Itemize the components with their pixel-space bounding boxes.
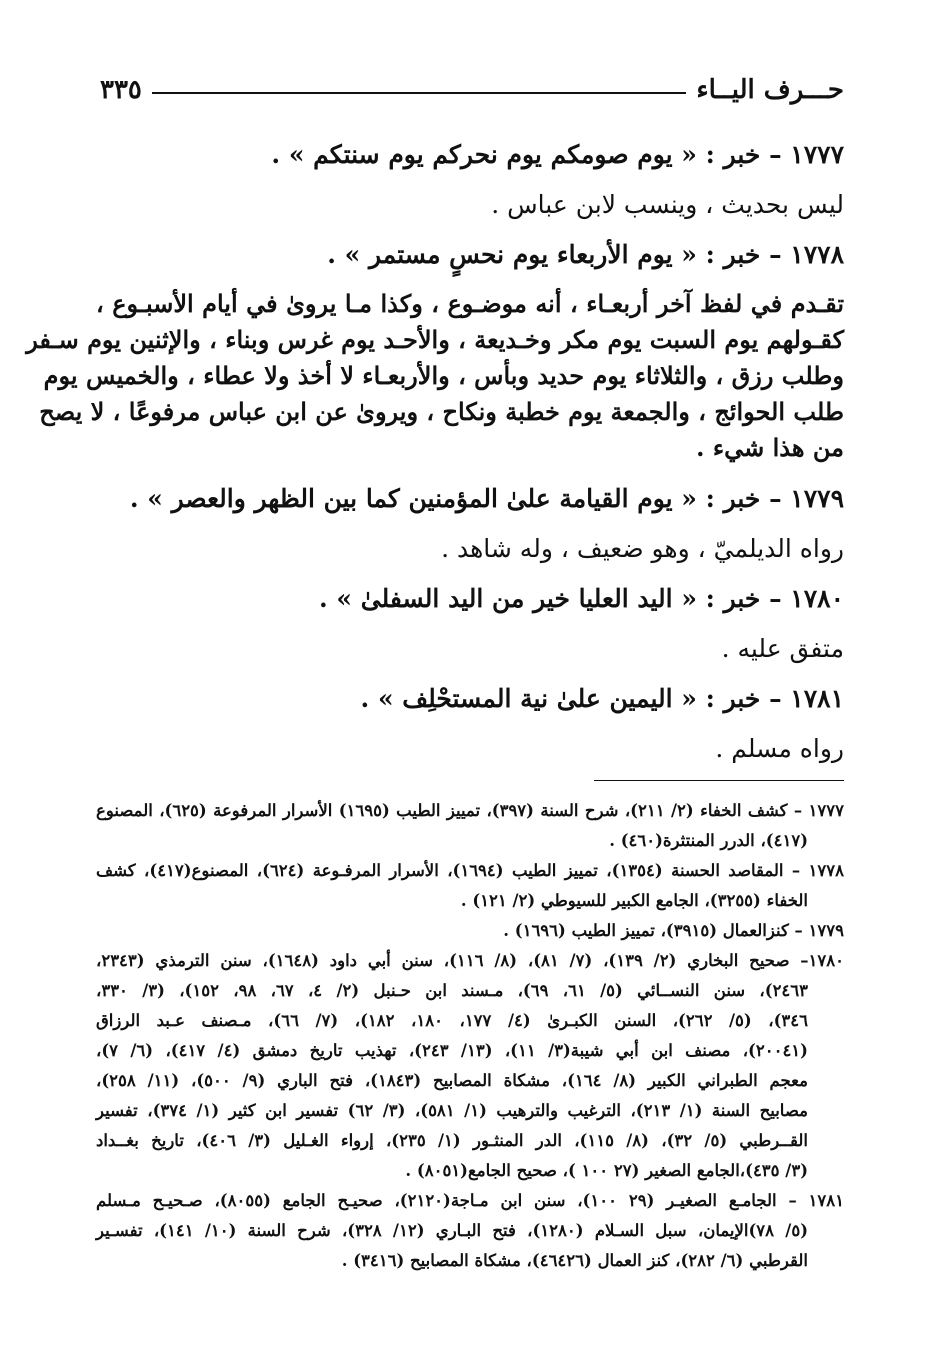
running-header: [100, 70, 844, 110]
footnote-line: الخفاء (٣٢٥٥)، الجامع الكبير للسيوطي (٢/ ١٢١) .: [460, 891, 808, 910]
footnote-1779: [96, 916, 844, 946]
entry-1780: [96, 574, 844, 674]
footnote-line: ١٧٨٠– صحيح البخاري (٢/ ١٣٩)، (٧/ ٨١)، (٨/ ١١٦)، سنن أبي داود (١٦٤٨)، سنن الترمذي (٢٣٤٣،: [96, 951, 844, 970]
footnote-line: (٥/ ٧٨)الإيمان، سبل السـلام (١٢٨٠)، فتح البـاري (١٢/ ٣٢٨)، شرح السنة (١٠/ ١٤١)، تفسـير: [96, 1221, 808, 1240]
entry-heading: ١٧٧٧ – خبر : « يوم صومكم يوم نحركم يوم سنتكم » .: [271, 140, 844, 169]
footnote-1780: [96, 946, 844, 1186]
entry-1781: [96, 674, 844, 774]
paragraph-line: وطلب رزق ، والثلاثاء يوم حديد وبأس ، والأربعـاء لا أخذ ولا عطاء ، والخميس يوم: [43, 361, 844, 390]
footnote-line: (٢٠٠٤١)، مصنف ابن أبي شيبة(٣/ ١١)، (١٣/ ٢٤٣)، تهذيب تاريخ دمشق (٤/ ٤١٧)، (٦/ ٧)،: [96, 1041, 808, 1060]
footnote-line: ٣٤٦)، (٥/ ٢٦٢)، السنن الكبـرىٰ (٤/ ١٧٧، ١٨٠، ١٨٢)، (٧/ ٦٦)، مـصنف عـبد الرزاق: [96, 1011, 808, 1030]
footnote-line: ١٧٧٩ – كنزالعمال (٣٩١٥)، تمييز الطيب (١٦٩٦) .: [503, 921, 844, 940]
footnote-line: ١٧٨١ – الجامـع الصغيـر (٢٩ ١٠٠)، سنن ابن مـاجة(٢١٢٠)، صحيـح الجامع (٨٠٥٥)، صـحيـح مـسلم: [96, 1191, 844, 1210]
entry-1779: [96, 474, 844, 574]
footnote-line: القــرطبي (٥/ ٣٢)، (٨/ ١١٥)، الدر المنثـور (١/ ٢٣٥)، إرواء الغـليل (٣/ ٤٠٦)، تاريخ بغــداد: [96, 1131, 808, 1150]
footnote-line: ١٧٧٨ – المقاصد الحسنة (١٣٥٤)، تمييز الطيب (١٦٩٤)، الأسرار المرفـوعة (٦٢٤)، المصنوع(٤١٧)، كشف: [96, 861, 844, 880]
paragraph-line: طلب الحوائج ، والجمعة يوم خطبة ونكاح ، ويروىٰ عن ابن عباس مرفوعًا ، لا يصح: [39, 397, 844, 426]
footnote-line: ٢٤٦٣)، سنن النســائي (٥/ ٦١، ٦٩)، مـسند ابن حـنبل (٢/ ٤، ٦٧، ٩٨، ١٥٢)، (٣/ ٣٣٠،: [96, 981, 809, 1000]
footnote-line: (٣/ ٤٣٥)،الجامع الصغير (٢٧ ١٠٠ )، صحيح الجامع(٨٠٥١) .: [405, 1161, 808, 1180]
page-number: ٣٣٥: [100, 75, 142, 105]
footnote-1778: [96, 856, 844, 916]
entry-note: متفق عليه .: [721, 634, 844, 663]
footnote-separator: [594, 780, 844, 781]
entry-note: رواه الديلميّ ، وهو ضعيف ، وله شاهد .: [441, 534, 844, 563]
entry-heading: ١٧٧٩ – خبر : « يوم القيامة علىٰ المؤمنين كما بين الظهر والعصر » .: [129, 484, 844, 513]
entry-1777: [96, 130, 844, 230]
entry-heading: ١٧٨١ – خبر : « اليمين علىٰ نية المستحْلِف » .: [360, 684, 844, 713]
entry-heading: ١٧٨٠ – خبر : « اليد العليا خير من اليد السفلىٰ » .: [319, 584, 844, 613]
entry-heading: ١٧٧٨ – خبر : « يوم الأربعاء يوم نحسٍ مستمر » .: [327, 240, 844, 269]
footnote-line: مصابيح السنة (١/ ٢١٣)، الترغيب والترهيب (١/ ٥٨١)، (٣/ ٦٢) تفسير ابن كثير (١/ ٣٧٤)، تفسير: [96, 1101, 808, 1120]
paragraph-line: تقـدم في لفظ آخر أربعـاء ، أنه موضـوع ، وكذا مـا يروىٰ في أيام الأسبـوع ،: [96, 289, 844, 318]
footnotes: [96, 796, 844, 1276]
main-text: [26, 130, 844, 774]
entry-1778-commentary: [26, 286, 844, 466]
chapter-title: حـــرف اليــاء: [696, 75, 844, 105]
footnote-1781: [96, 1186, 844, 1276]
entry-1778: [96, 230, 844, 280]
header-rule: [152, 92, 686, 94]
footnote-1777: [96, 796, 844, 856]
footnote-line: ١٧٧٧ – كشف الخفاء (٢/ ٢١١)، شرح السنة (٣٩٧)، تمييز الطيب (١٦٩٥) الأسرار المرفوعة (٦٢٥)، المصنوع: [96, 801, 844, 820]
footnote-line: معجم الطبراني الكبير (٨/ ١٦٤)، مشكاة المصابيح (١٨٤٣)، فتح الباري (٩/ ٥٠٠)، (١١/ ٢٥٨)،: [96, 1071, 808, 1090]
footnote-line: القرطبي (٦/ ٢٨٢)، كنز العمال (٤٦٤٢٦)، مشكاة المصابيح (٣٤١٦) .: [341, 1251, 808, 1270]
footnote-line: (٤١٧)، الدرر المنتثرة(٤٦٠) .: [609, 831, 808, 850]
paragraph-line: من هذا شيء .: [696, 433, 844, 462]
entry-note: ليس بحديث ، وينسب لابن عباس .: [491, 190, 844, 219]
paragraph-line: كقـولهم يوم السبت يوم مكر وخـديعة ، والأحـد يوم غرس وبناء ، والإثنين يوم سـفر: [26, 325, 844, 354]
entry-note: رواه مسلم .: [715, 734, 844, 763]
